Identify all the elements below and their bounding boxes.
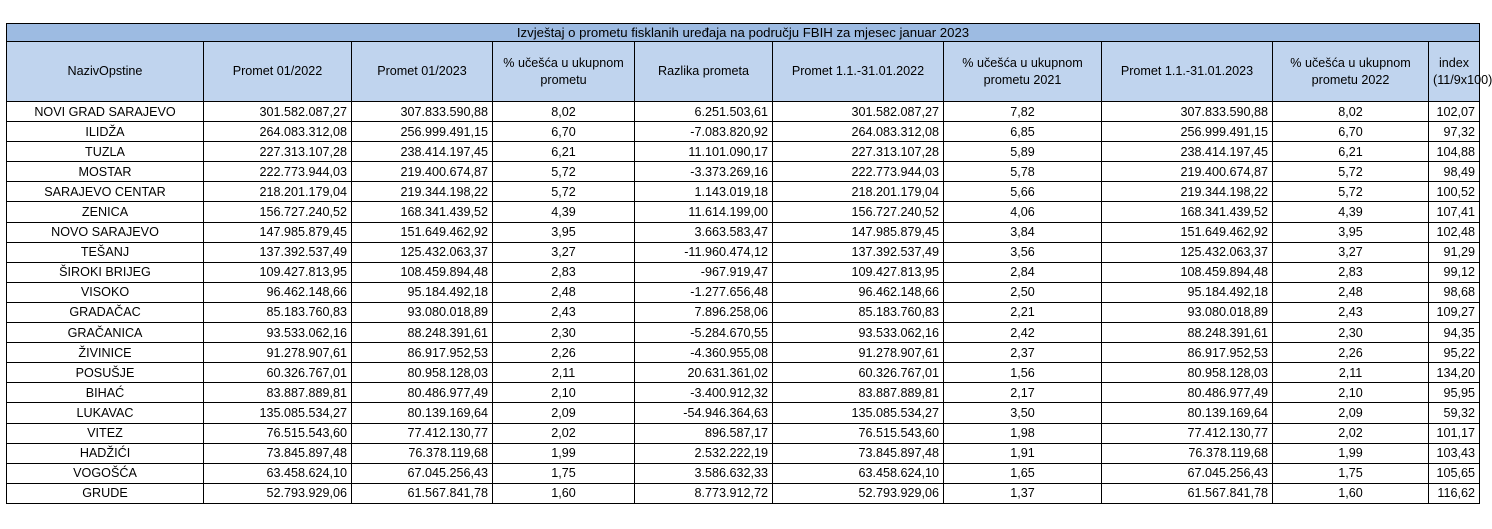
column-header: Promet 01/2023 [352, 42, 493, 102]
table-cell: 256.999.491,15 [352, 122, 493, 142]
table-row [7, 142, 1480, 162]
table-cell: -4.360.955,08 [635, 343, 773, 363]
table-cell: 1,75 [493, 463, 635, 483]
table-cell: 2,10 [493, 383, 635, 403]
table-cell: 3,50 [944, 403, 1102, 423]
table-cell: 156.727.240,52 [773, 202, 944, 222]
table-cell: 2,17 [944, 383, 1102, 403]
table-cell: 8.773.912,72 [635, 483, 773, 503]
table-cell: 61.567.841,78 [1102, 483, 1273, 503]
table-cell: 1,98 [944, 423, 1102, 443]
table-cell: 218.201.179,04 [204, 182, 352, 202]
table-row [7, 262, 1480, 282]
table-cell: 227.313.107,28 [204, 142, 352, 162]
table-cell: 2,10 [1273, 383, 1429, 403]
table-cell: 102,07 [1429, 102, 1480, 122]
table-cell: 107,41 [1429, 202, 1480, 222]
table-cell: 2,30 [1273, 323, 1429, 343]
table-cell: 6,70 [1273, 122, 1429, 142]
table-cell: 4,39 [1273, 202, 1429, 222]
table-cell: 2,09 [493, 403, 635, 423]
table-cell: 2,48 [1273, 282, 1429, 302]
municipality-name-cell: MOSTAR [7, 162, 204, 182]
table-cell: 2,83 [1273, 262, 1429, 282]
table-cell: 63.458.624,10 [773, 463, 944, 483]
column-header: % učešća u ukupnom prometu 2022 [1273, 42, 1429, 102]
table-cell: 52.793.929,06 [773, 483, 944, 503]
table-cell: 1,60 [493, 483, 635, 503]
table-cell: 3,95 [1273, 222, 1429, 242]
table-cell: 6,85 [944, 122, 1102, 142]
table-cell: 307.833.590,88 [1102, 102, 1273, 122]
table-cell: 103,43 [1429, 443, 1480, 463]
municipality-name-cell: TUZLA [7, 142, 204, 162]
table-cell: 88.248.391,61 [352, 323, 493, 343]
table-cell: 98,49 [1429, 162, 1480, 182]
table-cell: 80.486.977,49 [1102, 383, 1273, 403]
municipality-name-cell: ŽIVINICE [7, 343, 204, 363]
table-cell: 301.582.087,27 [204, 102, 352, 122]
table-row [7, 122, 1480, 142]
table-cell: -54.946.364,63 [635, 403, 773, 423]
table-cell: 108.459.894,48 [1102, 262, 1273, 282]
table-cell: 109,27 [1429, 302, 1480, 322]
table-cell: 168.341.439,52 [352, 202, 493, 222]
table-cell: 227.313.107,28 [773, 142, 944, 162]
table-cell: 3,27 [1273, 242, 1429, 262]
table-cell: 6,70 [493, 122, 635, 142]
column-header: % učešća u ukupnom prometu [493, 42, 635, 102]
table-cell: 60.326.767,01 [204, 363, 352, 383]
table-cell: 97,32 [1429, 122, 1480, 142]
table-cell: 5,89 [944, 142, 1102, 162]
municipality-name-cell: ŠIROKI BRIJEG [7, 262, 204, 282]
table-cell: 156.727.240,52 [204, 202, 352, 222]
table-cell: 61.567.841,78 [352, 483, 493, 503]
table-cell: 2,02 [493, 423, 635, 443]
table-cell: 2,37 [944, 343, 1102, 363]
column-header: Promet 1.1.-31.01.2023 [1102, 42, 1273, 102]
table-cell: 219.344.198,22 [1102, 182, 1273, 202]
table-cell: 80.139.169,64 [352, 403, 493, 423]
table-cell: -5.284.670,55 [635, 323, 773, 343]
table-cell: -1.277.656,48 [635, 282, 773, 302]
table-cell: 134,20 [1429, 363, 1480, 383]
table-cell: 3.663.583,47 [635, 222, 773, 242]
municipality-name-cell: GRADAČAC [7, 302, 204, 322]
table-cell: 7.896.258,06 [635, 302, 773, 322]
table-cell: 125.432.063,37 [1102, 242, 1273, 262]
table-cell: 3.586.632,33 [635, 463, 773, 483]
table-cell: 2,26 [493, 343, 635, 363]
table-cell: 151.649.462,92 [1102, 222, 1273, 242]
table-cell: 99,12 [1429, 262, 1480, 282]
report-sheet [6, 23, 1492, 504]
table-cell: 59,32 [1429, 403, 1480, 423]
column-header: Razlika prometa [635, 42, 773, 102]
header-row [7, 42, 1480, 102]
table-cell: 1,99 [1273, 443, 1429, 463]
table-cell: 76.515.543,60 [773, 423, 944, 443]
municipality-name-cell: NOVO SARAJEVO [7, 222, 204, 242]
table-cell: 95,22 [1429, 343, 1480, 363]
table-cell: 95.184.492,18 [352, 282, 493, 302]
municipality-name-cell: VITEZ [7, 423, 204, 443]
table-cell: 67.045.256,43 [1102, 463, 1273, 483]
table-cell: 95.184.492,18 [1102, 282, 1273, 302]
table-cell: 83.887.889,81 [773, 383, 944, 403]
table-cell: 219.400.674,87 [352, 162, 493, 182]
table-cell: 4,39 [493, 202, 635, 222]
table-cell: -3.400.912,32 [635, 383, 773, 403]
table-row [7, 323, 1480, 343]
table-cell: 93.533.062,16 [773, 323, 944, 343]
table-cell: 137.392.537,49 [773, 242, 944, 262]
report-title: Izvještaj o prometu fisklanih uređaja na području FBIH za mjesec januar 2023 [7, 24, 1480, 42]
table-cell: 1,56 [944, 363, 1102, 383]
table-cell: 100,52 [1429, 182, 1480, 202]
table-cell: 96.462.148,66 [773, 282, 944, 302]
table-row [7, 302, 1480, 322]
table-cell: 109.427.813,95 [773, 262, 944, 282]
table-cell: 63.458.624,10 [204, 463, 352, 483]
table-cell: 2,83 [493, 262, 635, 282]
municipality-name-cell: ILIDŽA [7, 122, 204, 142]
table-cell: 2,09 [1273, 403, 1429, 423]
table-cell: 3,27 [493, 242, 635, 262]
table-cell: 102,48 [1429, 222, 1480, 242]
table-cell: 2,21 [944, 302, 1102, 322]
table-cell: 264.083.312,08 [773, 122, 944, 142]
table-cell: 3,56 [944, 242, 1102, 262]
table-cell: 2,11 [493, 363, 635, 383]
column-header: NazivOpstine [7, 42, 204, 102]
table-cell: 137.392.537,49 [204, 242, 352, 262]
table-cell: 5,72 [1273, 182, 1429, 202]
table-cell: 6,21 [1273, 142, 1429, 162]
table-cell: 93.080.018,89 [1102, 302, 1273, 322]
table-row [7, 383, 1480, 403]
table-cell: 7,82 [944, 102, 1102, 122]
table-cell: 2,42 [944, 323, 1102, 343]
table-cell: 1,37 [944, 483, 1102, 503]
table-cell: 222.773.944,03 [773, 162, 944, 182]
table-cell: 8,02 [1273, 102, 1429, 122]
municipality-name-cell: NOVI GRAD SARAJEVO [7, 102, 204, 122]
table-cell: 2,26 [1273, 343, 1429, 363]
report-table [6, 23, 1492, 504]
table-row [7, 282, 1480, 302]
table-cell: 1,99 [493, 443, 635, 463]
table-cell: 125.432.063,37 [352, 242, 493, 262]
table-row [7, 162, 1480, 182]
municipality-name-cell: BIHAĆ [7, 383, 204, 403]
table-cell: 2,11 [1273, 363, 1429, 383]
table-cell: 238.414.197,45 [1102, 142, 1273, 162]
table-cell: 8,02 [493, 102, 635, 122]
table-cell: 1,91 [944, 443, 1102, 463]
column-header: % učešća u ukupnom prometu 2021 [944, 42, 1102, 102]
table-cell: 151.649.462,92 [352, 222, 493, 242]
table-row [7, 182, 1480, 202]
table-cell: 96.462.148,66 [204, 282, 352, 302]
table-cell: 95,95 [1429, 383, 1480, 403]
table-cell: 77.412.130,77 [1102, 423, 1273, 443]
municipality-name-cell: POSUŠJE [7, 363, 204, 383]
table-cell: 307.833.590,88 [352, 102, 493, 122]
table-cell: 76.515.543,60 [204, 423, 352, 443]
table-cell: 93.533.062,16 [204, 323, 352, 343]
table-cell: 5,66 [944, 182, 1102, 202]
table-cell: 238.414.197,45 [352, 142, 493, 162]
table-row [7, 343, 1480, 363]
table-cell: 1,65 [944, 463, 1102, 483]
table-cell: 2,43 [493, 302, 635, 322]
table-cell: 73.845.897,48 [773, 443, 944, 463]
table-cell: 4,06 [944, 202, 1102, 222]
municipality-name-cell: TEŠANJ [7, 242, 204, 262]
table-cell: 2,48 [493, 282, 635, 302]
table-cell: 85.183.760,83 [204, 302, 352, 322]
table-cell: 101,17 [1429, 423, 1480, 443]
table-row [7, 423, 1480, 443]
table-cell: 301.582.087,27 [773, 102, 944, 122]
municipality-name-cell: VOGOŠĆA [7, 463, 204, 483]
municipality-name-cell: GRAČANICA [7, 323, 204, 343]
table-row [7, 403, 1480, 423]
table-cell: -7.083.820,92 [635, 122, 773, 142]
table-cell: 116,62 [1429, 483, 1480, 503]
table-cell: 222.773.944,03 [204, 162, 352, 182]
table-cell: 73.845.897,48 [204, 443, 352, 463]
table-cell: 98,68 [1429, 282, 1480, 302]
table-body [7, 102, 1480, 504]
table-cell: 83.887.889,81 [204, 383, 352, 403]
table-cell: 11.101.090,17 [635, 142, 773, 162]
table-cell: 2,30 [493, 323, 635, 343]
municipality-name-cell: VISOKO [7, 282, 204, 302]
table-cell: 80.139.169,64 [1102, 403, 1273, 423]
table-cell: 1,75 [1273, 463, 1429, 483]
municipality-name-cell: HADŽIĆI [7, 443, 204, 463]
column-header: index (11/9x100) [1429, 42, 1480, 102]
table-cell: 2,84 [944, 262, 1102, 282]
table-cell: 80.486.977,49 [352, 383, 493, 403]
table-cell: 80.958.128,03 [1102, 363, 1273, 383]
table-cell: 6,21 [493, 142, 635, 162]
table-cell: 896.587,17 [635, 423, 773, 443]
table-row [7, 202, 1480, 222]
table-cell: 1.143.019,18 [635, 182, 773, 202]
table-row [7, 483, 1480, 503]
column-header: Promet 01/2022 [204, 42, 352, 102]
table-cell: 256.999.491,15 [1102, 122, 1273, 142]
table-cell: 105,65 [1429, 463, 1480, 483]
table-cell: 52.793.929,06 [204, 483, 352, 503]
table-cell: 91,29 [1429, 242, 1480, 262]
table-cell: -967.919,47 [635, 262, 773, 282]
table-cell: 6.251.503,61 [635, 102, 773, 122]
table-cell: 264.083.312,08 [204, 122, 352, 142]
table-cell: 91.278.907,61 [204, 343, 352, 363]
table-cell: 88.248.391,61 [1102, 323, 1273, 343]
table-cell: 2,50 [944, 282, 1102, 302]
table-cell: 135.085.534,27 [773, 403, 944, 423]
table-cell: 219.400.674,87 [1102, 162, 1273, 182]
table-row [7, 363, 1480, 383]
municipality-name-cell: SARAJEVO CENTAR [7, 182, 204, 202]
column-header: Promet 1.1.-31.01.2022 [773, 42, 944, 102]
table-cell: 93.080.018,89 [352, 302, 493, 322]
table-cell: 219.344.198,22 [352, 182, 493, 202]
municipality-name-cell: GRUDE [7, 483, 204, 503]
table-row [7, 222, 1480, 242]
table-row [7, 102, 1480, 122]
table-cell: 5,78 [944, 162, 1102, 182]
table-cell: 91.278.907,61 [773, 343, 944, 363]
table-cell: 11.614.199,00 [635, 202, 773, 222]
table-cell: 85.183.760,83 [773, 302, 944, 322]
table-row [7, 443, 1480, 463]
table-cell: 135.085.534,27 [204, 403, 352, 423]
table-cell: 2,02 [1273, 423, 1429, 443]
table-cell: 80.958.128,03 [352, 363, 493, 383]
table-cell: 168.341.439,52 [1102, 202, 1273, 222]
table-cell: -3.373.269,16 [635, 162, 773, 182]
title-row [7, 24, 1480, 42]
table-cell: 2.532.222,19 [635, 443, 773, 463]
table-cell: 147.985.879,45 [773, 222, 944, 242]
table-cell: 104,88 [1429, 142, 1480, 162]
table-row [7, 242, 1480, 262]
table-cell: 108.459.894,48 [352, 262, 493, 282]
municipality-name-cell: LUKAVAC [7, 403, 204, 423]
table-cell: 76.378.119,68 [352, 443, 493, 463]
table-cell: 60.326.767,01 [773, 363, 944, 383]
table-cell: 3,95 [493, 222, 635, 242]
table-cell: 1,60 [1273, 483, 1429, 503]
table-cell: 5,72 [1273, 162, 1429, 182]
table-cell: 218.201.179,04 [773, 182, 944, 202]
table-cell: 86.917.952,53 [1102, 343, 1273, 363]
table-cell: 5,72 [493, 182, 635, 202]
table-cell: 147.985.879,45 [204, 222, 352, 242]
table-cell: 77.412.130,77 [352, 423, 493, 443]
table-cell: 76.378.119,68 [1102, 443, 1273, 463]
table-cell: 86.917.952,53 [352, 343, 493, 363]
table-cell: -11.960.474,12 [635, 242, 773, 262]
table-cell: 67.045.256,43 [352, 463, 493, 483]
table-cell: 2,43 [1273, 302, 1429, 322]
table-cell: 109.427.813,95 [204, 262, 352, 282]
municipality-name-cell: ZENICA [7, 202, 204, 222]
table-cell: 5,72 [493, 162, 635, 182]
table-cell: 20.631.361,02 [635, 363, 773, 383]
table-row [7, 463, 1480, 483]
table-cell: 3,84 [944, 222, 1102, 242]
table-cell: 94,35 [1429, 323, 1480, 343]
